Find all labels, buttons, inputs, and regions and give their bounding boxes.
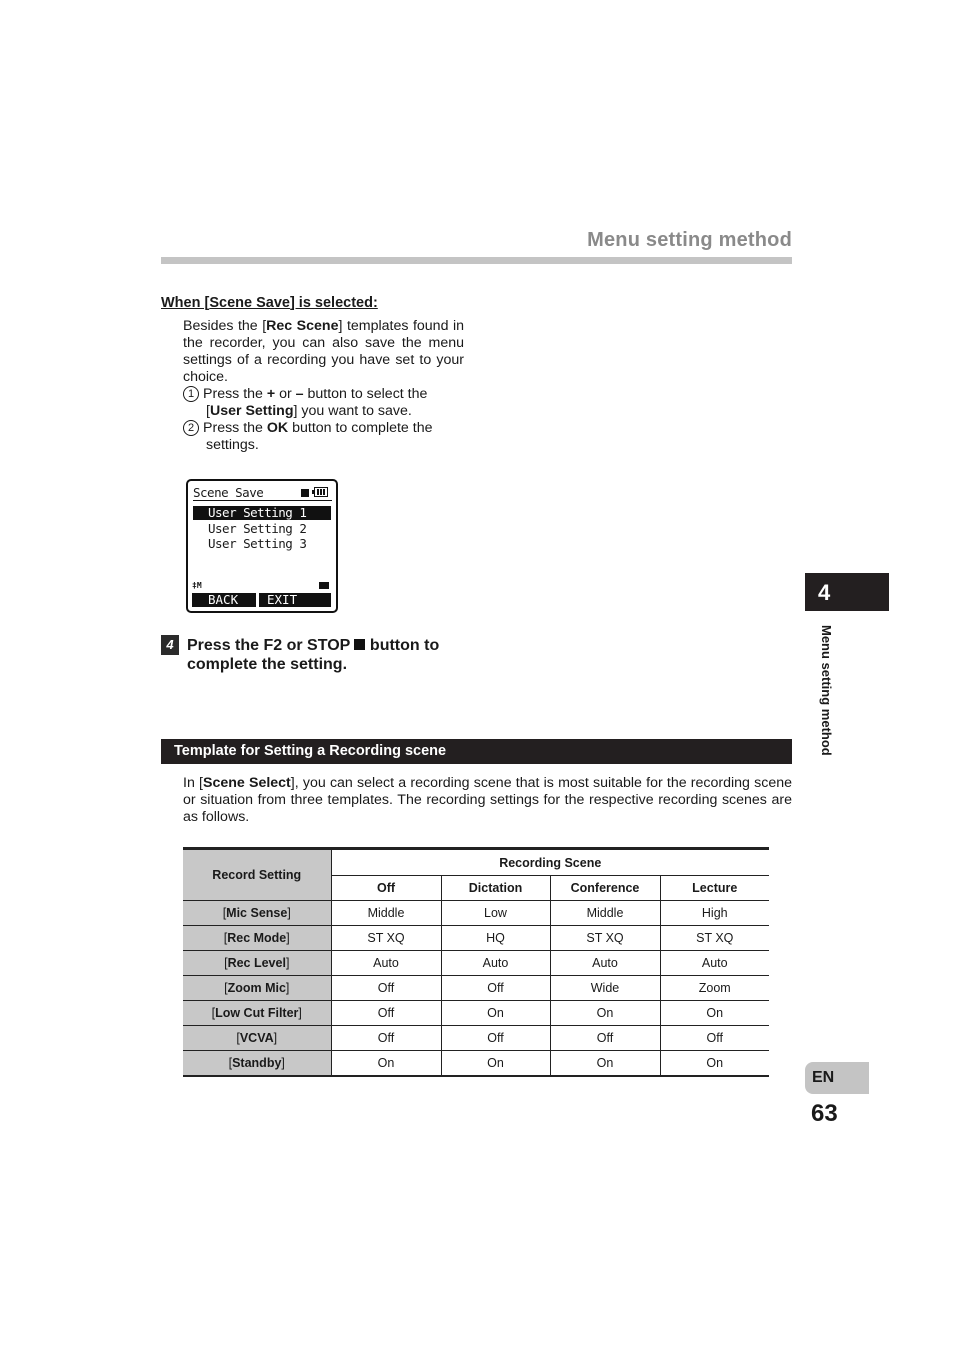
subheading-suffix: ] is selected: — [289, 295, 378, 311]
intro-bold: Scene Select — [202, 775, 291, 791]
table-cell: ST XQ — [660, 926, 769, 951]
step-4-text-part: or — [282, 637, 308, 654]
row-label: [Rec Mode] — [183, 926, 331, 951]
step-text: button to select the — [303, 386, 428, 402]
lcd-title: Scene Save — [193, 485, 332, 501]
row-label-text: Zoom Mic — [227, 981, 286, 995]
lcd-exit-button: EXIT — [259, 593, 331, 607]
table-cell: HQ — [441, 926, 550, 951]
intro-text: In [ — [183, 775, 203, 791]
step-continuation — [183, 403, 465, 420]
table-column-header: Conference — [550, 876, 660, 901]
table-cell: ST XQ — [550, 926, 660, 951]
table-cell: On — [660, 1001, 769, 1026]
row-label: [Low Cut Filter] — [183, 1001, 331, 1026]
step-text: button to complete the — [288, 420, 433, 436]
step-text: Press the — [203, 420, 267, 436]
table-cell: Off — [441, 1026, 550, 1051]
subheading — [161, 295, 378, 311]
step-bold: User Setting — [209, 403, 294, 419]
stop-icon — [301, 489, 309, 497]
table-cell: ST XQ — [331, 926, 441, 951]
lcd-menu-item: User Setting 1 — [193, 506, 331, 520]
table-column-header: Lecture — [660, 876, 769, 901]
step-4-badge: 4 — [161, 635, 179, 655]
intro-text: Besides the [ — [183, 318, 267, 334]
table-cell: Off — [441, 976, 550, 1001]
battery-icon — [314, 487, 328, 497]
lcd-menu-item: User Setting 3 — [208, 536, 307, 551]
chapter-tab: 4 — [805, 573, 889, 611]
subheading-prefix: When [ — [161, 295, 210, 311]
plus-symbol: + — [266, 386, 276, 402]
language-tab: EN — [805, 1062, 869, 1094]
step-text: or — [275, 386, 296, 402]
table-cell: Off — [331, 1001, 441, 1026]
row-label-text: Mic Sense — [226, 906, 288, 920]
step-bold: OK — [266, 420, 289, 436]
row-label: [VCVA] — [183, 1026, 331, 1051]
folder-icon — [319, 582, 329, 589]
lcd-menu-item: User Setting 2 — [208, 521, 307, 536]
table-cell: Wide — [550, 976, 660, 1001]
step-continuation: settings. — [206, 437, 259, 453]
step-4-text — [187, 636, 439, 674]
header-rule — [161, 257, 792, 264]
table-row — [183, 901, 769, 926]
row-label-text: VCVA — [239, 1031, 274, 1045]
stop-square-icon — [354, 639, 365, 650]
table-row — [183, 976, 769, 1001]
table-cell: On — [441, 1001, 550, 1026]
step-4-text-part: button to — [365, 637, 440, 654]
row-label-text: Low Cut Filter — [215, 1006, 299, 1020]
step-4-text-part: Press the — [187, 637, 264, 654]
row-label: [Mic Sense] — [183, 901, 331, 926]
section-title-bar: Template for Setting a Recording scene — [161, 739, 792, 764]
subheading-bold: Scene Save — [209, 295, 290, 311]
table-cell: On — [550, 1001, 660, 1026]
table-row — [183, 1051, 769, 1077]
table-row — [183, 1001, 769, 1026]
table-column-header: Dictation — [441, 876, 550, 901]
step-number-2: 2 — [183, 420, 199, 436]
table-cell: Zoom — [660, 976, 769, 1001]
step-text: ] you want to save. — [293, 403, 412, 419]
table-cell: Low — [441, 901, 550, 926]
table-cell: Off — [660, 1026, 769, 1051]
row-label: [Rec Level] — [183, 951, 331, 976]
row-label-text: Standby — [232, 1056, 282, 1070]
table-cell: On — [550, 1051, 660, 1077]
table-group-header: Recording Scene — [331, 849, 769, 876]
table-cell: On — [331, 1051, 441, 1077]
table-cell: Auto — [331, 951, 441, 976]
page-number: 63 — [811, 1100, 838, 1127]
recording-scene-table — [183, 847, 769, 1077]
table-row — [183, 1026, 769, 1051]
intro-text: ], you can select a recording scene that is most suitable for the recording scene or situation from three templates. The recording settings for the respective recording scenes are as follows. — [183, 775, 793, 825]
intro-text: ] templates found in the recorder, you can also save the menu settings of a recording you have set to your choice. — [183, 318, 465, 385]
f2-button-label: F2 — [263, 637, 283, 654]
step-text: [ — [206, 403, 210, 419]
table-column-header: Off — [331, 876, 441, 901]
table-cell: Middle — [550, 901, 660, 926]
page-header-title: Menu setting method — [587, 229, 792, 251]
table-row — [183, 926, 769, 951]
lcd-screen — [186, 479, 338, 613]
step-1 — [183, 386, 465, 420]
step-2 — [183, 420, 465, 454]
scene-select-intro — [183, 775, 792, 826]
table-cell: On — [660, 1051, 769, 1077]
mic-indicator-icon: ‡M — [192, 581, 202, 590]
stop-button-label: STOP — [307, 637, 351, 654]
chapter-title-vertical: Menu setting method — [819, 625, 834, 756]
table-cell: Auto — [660, 951, 769, 976]
table-cell: Off — [331, 976, 441, 1001]
row-label: [Standby] — [183, 1051, 331, 1077]
row-label-text: Rec Level — [227, 956, 286, 970]
table-cell: Off — [331, 1026, 441, 1051]
intro-bold: Rec Scene — [266, 318, 339, 334]
table-cell: Auto — [550, 951, 660, 976]
step-text: Press the — [203, 386, 267, 402]
row-label-text: Rec Mode — [227, 931, 287, 945]
minus-symbol: – — [295, 386, 304, 402]
step-number-1: 1 — [183, 386, 199, 402]
lcd-back-button: BACK — [192, 593, 256, 607]
row-label: [Zoom Mic] — [183, 976, 331, 1001]
table-cell: High — [660, 901, 769, 926]
table-cell: Auto — [441, 951, 550, 976]
table-cell: Off — [550, 1026, 660, 1051]
table-cell: On — [441, 1051, 550, 1077]
scene-save-intro — [183, 318, 464, 386]
table-corner-header: Record Setting — [183, 849, 331, 901]
table-cell: Middle — [331, 901, 441, 926]
step-4-text-part: complete the setting. — [187, 656, 348, 673]
table-row — [183, 951, 769, 976]
